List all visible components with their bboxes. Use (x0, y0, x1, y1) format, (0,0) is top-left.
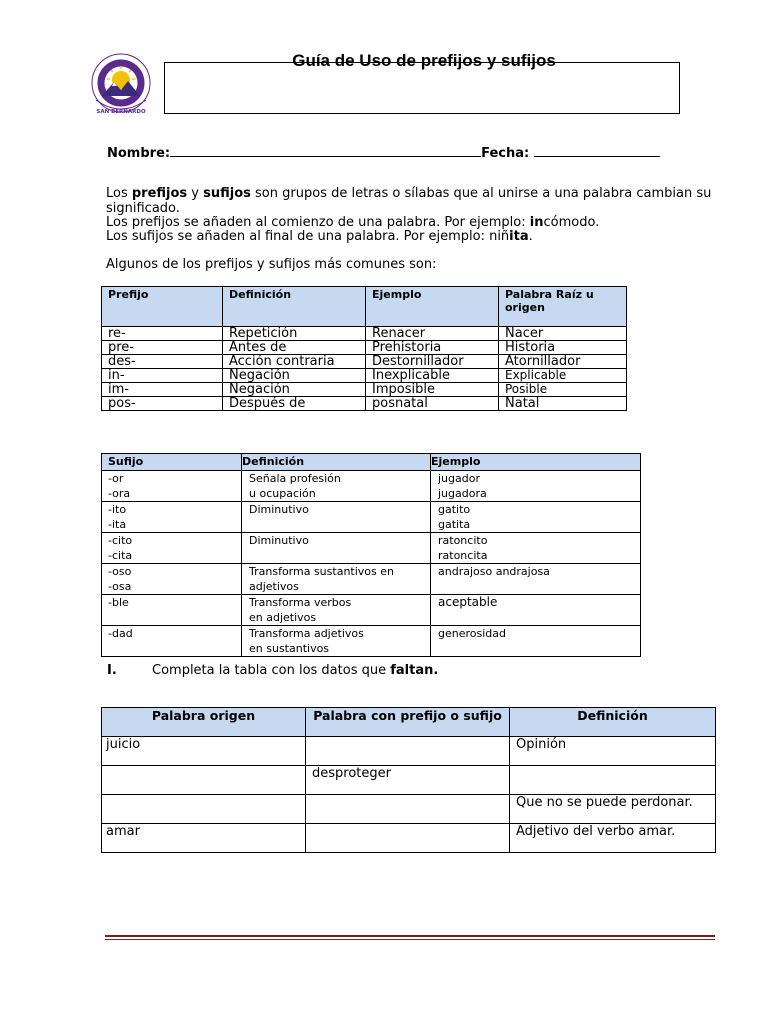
intro-line-3: Los prefijos se añaden al comienzo de una palabra. Por ejemplo: incómodo. (106, 215, 600, 230)
header-definicion: Definición (510, 708, 716, 737)
cell: Transforma sustantivos en adjetivos (242, 564, 431, 595)
table-row (102, 471, 641, 502)
table-row (102, 533, 641, 564)
header-ejemplo: Ejemplo (366, 287, 499, 327)
answer-cell[interactable] (306, 795, 510, 824)
cell: Imposible (366, 383, 499, 397)
header-palabra-raiz: Palabra Raíz u origen (499, 287, 627, 327)
header-palabra-con-prefijo: Palabra con prefijo o sufijo (306, 708, 510, 737)
intro-line-4: Los sufijos se añaden al final de una palabra. Por ejemplo: niñita. (106, 229, 533, 244)
exercise-instruction: Completa la tabla con los datos que faltan. (152, 663, 439, 678)
cell: -or -ora (102, 471, 242, 502)
cell: in- (102, 369, 223, 383)
intro-line-2: significado. (106, 201, 180, 216)
cell: Señala profesión u ocupación (242, 471, 431, 502)
cell: des- (102, 355, 223, 369)
cell: Nacer (499, 327, 627, 341)
cell: im- (102, 383, 223, 397)
prefix-table (101, 286, 627, 411)
name-date-row (107, 143, 660, 161)
cell: -dad (102, 626, 242, 657)
cell: jugador jugadora (431, 471, 641, 502)
table-row (102, 341, 627, 355)
cell: Posible (499, 383, 627, 397)
cell: -cito -cita (102, 533, 242, 564)
header-prefijo: Prefijo (102, 287, 223, 327)
table-row (102, 327, 627, 341)
cell: gatito gatita (431, 502, 641, 533)
name-label: Nombre: (107, 146, 171, 161)
page-title: Guía de Uso de prefijos y sufijos (292, 51, 556, 70)
cell: Renacer (366, 327, 499, 341)
cell: Negación (223, 369, 366, 383)
cell: Diminutivo (242, 533, 431, 564)
cell: Destornillador (366, 355, 499, 369)
answer-cell[interactable] (102, 795, 306, 824)
table-row (102, 502, 641, 533)
answer-cell[interactable] (306, 824, 510, 853)
cell: Después de (223, 397, 366, 411)
cell: Prehistoria (366, 341, 499, 355)
header-sufijo: Sufijo (102, 454, 242, 471)
exercise-table-header (102, 708, 716, 737)
suffix-table (101, 453, 641, 657)
cell: Historia (499, 341, 627, 355)
answer-cell[interactable]: Que no se puede perdonar. (510, 795, 716, 824)
cell: Acción contraria (223, 355, 366, 369)
table-row (102, 564, 641, 595)
cell: Atornillador (499, 355, 627, 369)
answer-cell[interactable]: desproteger (306, 766, 510, 795)
cell: -oso -osa (102, 564, 242, 595)
exercise-table (101, 707, 716, 853)
answer-cell[interactable]: amar (102, 824, 306, 853)
table-row (102, 737, 716, 766)
table-row (102, 595, 641, 626)
cell: Antes de (223, 341, 366, 355)
table-row (102, 383, 627, 397)
cell: Negación (223, 383, 366, 397)
cell: Repetición (223, 327, 366, 341)
table-row (102, 397, 627, 411)
suffix-table-header (102, 454, 641, 471)
table-row (102, 355, 627, 369)
cell: Transforma verbos en adjetivos (242, 595, 431, 626)
answer-cell[interactable] (510, 766, 716, 795)
intro-line-5: Algunos de los prefijos y sufijos más comunes son: (106, 257, 437, 272)
answer-cell[interactable]: Opinión (510, 737, 716, 766)
cell: generosidad (431, 626, 641, 657)
footer-divider (105, 935, 715, 940)
exercise-number: I. (107, 663, 117, 678)
answer-cell[interactable]: Adjetivo del verbo amar. (510, 824, 716, 853)
cell: Diminutivo (242, 502, 431, 533)
intro-line-1: Los prefijos y sufijos son grupos de letras o sílabas que al unirse a una palabra cambian su (106, 186, 712, 201)
cell: ratoncito ratoncita (431, 533, 641, 564)
header-ejemplo: Ejemplo (431, 454, 641, 471)
header-definicion: Definición (223, 287, 366, 327)
table-row (102, 824, 716, 853)
cell: Natal (499, 397, 627, 411)
answer-cell[interactable] (306, 737, 510, 766)
cell: Transforma adjetivos en sustantivos (242, 626, 431, 657)
header-definicion: Definición (242, 454, 431, 471)
cell: -ble (102, 595, 242, 626)
date-field[interactable] (534, 143, 660, 157)
cell: re- (102, 327, 223, 341)
cell: -ito -ita (102, 502, 242, 533)
header-palabra-origen: Palabra origen (102, 708, 306, 737)
cell: pos- (102, 397, 223, 411)
cell: posnatal (366, 397, 499, 411)
prefix-table-header (102, 287, 627, 327)
logo-bottom-text: SAN BERNARDO (96, 109, 146, 115)
name-field[interactable] (170, 143, 481, 157)
date-label: Fecha: (481, 146, 530, 161)
cell: andrajoso andrajosa (431, 564, 641, 595)
answer-cell[interactable]: juicio (102, 737, 306, 766)
cell: Explicable (499, 369, 627, 383)
cell: aceptable (431, 595, 641, 626)
school-logo (88, 52, 154, 118)
table-row (102, 766, 716, 795)
cell: pre- (102, 341, 223, 355)
table-row (102, 369, 627, 383)
answer-cell[interactable] (102, 766, 306, 795)
table-row (102, 626, 641, 657)
cell: Inexplicable (366, 369, 499, 383)
table-row (102, 795, 716, 824)
